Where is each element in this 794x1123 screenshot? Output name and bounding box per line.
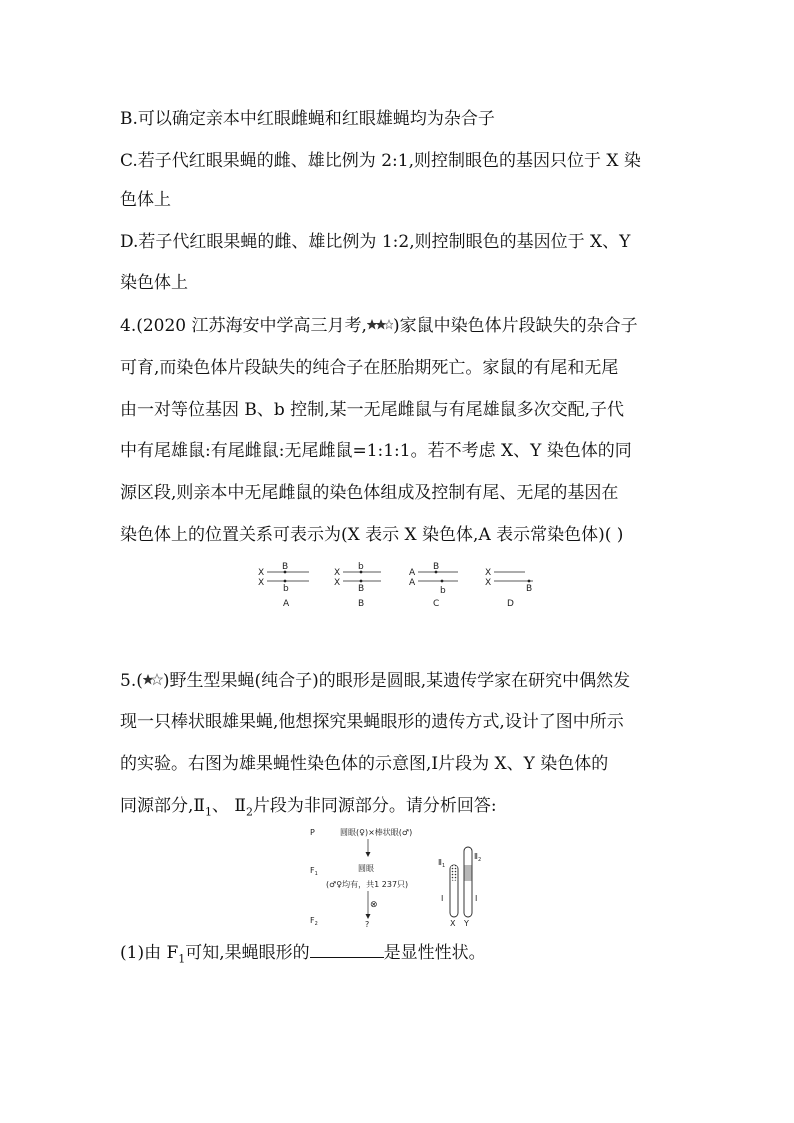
question-5-text-start: )野生型果蝇(纯合子)的眼形是圆眼,某遗传学家在研究中偶然发: [162, 671, 631, 691]
subscript: 1: [178, 952, 186, 966]
f2-result-text: ?: [365, 920, 370, 929]
option-d-gene-bottom: B: [526, 584, 533, 594]
question-4-source: 4.(2020 江苏海安中学高三月考,: [120, 316, 367, 336]
option-d-text: D.若子代红眼果蝇的雌、雄比例为 1:2,则控制眼色的基因位于 X、Y: [120, 232, 631, 252]
y-homologous-shading: [465, 865, 472, 881]
subscript: 2: [245, 805, 253, 819]
option-c-label: C: [433, 599, 440, 609]
option-b-gene-bottom: B: [358, 584, 365, 594]
question-4-line-1: [120, 315, 638, 337]
option-d-bottom-label: X: [485, 578, 492, 588]
f1-note-text: (♂♀均有，共1 237只): [326, 880, 409, 889]
question-5-line-4: [120, 795, 497, 823]
i-right-label: Ⅰ: [475, 894, 478, 903]
option-b-top-label: X: [334, 568, 341, 578]
option-d-label: D: [507, 599, 514, 609]
i-left-label: Ⅰ: [441, 894, 444, 903]
text-fragment: 同源部分,Ⅱ: [120, 796, 205, 816]
question-5-part-1: [120, 941, 486, 970]
subscript: 1: [204, 805, 212, 819]
question-5-number: 5.(: [120, 671, 143, 691]
sex-chromosome-figure: [430, 843, 492, 927]
text-fragment: 片段为非同源部分。请分析回答:: [252, 796, 497, 816]
question-4-text-start: )家鼠中染色体片段缺失的杂合子: [392, 316, 638, 336]
y-chromosome-shape: [464, 847, 472, 917]
option-b-gene-top: b: [358, 562, 364, 572]
option-a-label: A: [283, 599, 290, 609]
question-5-line-3: 的实验。右图为雄果蝇性染色体的示意图,Ⅰ片段为 X、Y 染色体的: [120, 754, 609, 774]
text-fragment: 、 Ⅱ: [211, 796, 246, 816]
option-a-top-label: X: [258, 568, 265, 578]
option-c-text-cont: 色体上: [120, 190, 171, 210]
p-cross-text: 圆眼(♀)×棒状眼(♂): [340, 828, 413, 837]
option-d-top-label: X: [485, 568, 492, 578]
option-b-diagram: [334, 562, 381, 609]
self-cross-symbol: ⊗: [370, 900, 378, 910]
option-c-gene-bottom: b: [440, 586, 446, 596]
ii2-label: $Ⅱ_2$: [474, 852, 482, 863]
option-c-text: C.若子代红眼果蝇的雌、雄比例为 2:1,则控制眼色的基因只位于 X 染: [120, 151, 641, 171]
option-a-bottom-label: X: [258, 578, 265, 588]
question-4-line-3: 由一对等位基因 B、b 控制,某一无尾雌鼠与有尾雄鼠多次交配,子代: [120, 400, 624, 420]
p-generation-label: P: [310, 828, 315, 837]
question-4-line-5: 源区段,则亲本中无尾雌鼠的染色体组成及控制有尾、无尾的基因在: [120, 483, 619, 503]
option-c-gene-top: B: [433, 562, 440, 572]
option-c-bottom-label: A: [409, 578, 416, 588]
ii1-label: $Ⅱ_1$: [438, 858, 446, 869]
difficulty-stars-icon: [367, 318, 393, 332]
y-label: Y: [464, 919, 469, 927]
f1-label: $F_1$: [310, 866, 318, 877]
question-5-line-1: [120, 670, 630, 692]
option-d-text-cont: 染色体上: [120, 273, 188, 293]
question-5-line-2: 现一只棒状眼雄果蝇,他想探究果蝇眼形的遗传方式,设计了图中所示: [120, 712, 624, 732]
text-fragment: 是显性性状。: [383, 943, 486, 963]
question-4-line-6: 染色体上的位置关系可表示为(X 表示 X 染色体,A 表示常染色体)( ): [120, 525, 624, 545]
question-4-line-4: 中有尾雄鼠:有尾雌鼠:无尾雌鼠=1:1:1。若不考虑 X、Y 染色体的同: [120, 441, 632, 461]
option-a-gene-bottom: b: [283, 584, 289, 594]
text-fragment: 可知,果蝇眼形的: [185, 943, 310, 963]
text-fragment: (1)由 F: [120, 943, 179, 963]
f2-label: $F_2$: [310, 916, 318, 927]
answer-blank[interactable]: [310, 941, 384, 958]
option-c-top-label: A: [409, 568, 416, 578]
option-b-bottom-label: X: [334, 578, 341, 588]
option-d-diagram: [485, 568, 533, 609]
x-label: X: [450, 919, 456, 927]
f1-result-text: 圆眼: [358, 864, 374, 873]
chromosome-options-figure: [255, 560, 555, 614]
option-a-gene-top: B: [282, 562, 289, 572]
option-a-diagram: [258, 562, 309, 609]
x-homologous-shading: [451, 865, 458, 881]
option-c-diagram: [409, 562, 458, 609]
difficulty-stars-icon: [143, 673, 163, 687]
option-b-text: B.可以确定亲本中红眼雌蝇和红眼雄蝇均为杂合子: [120, 109, 495, 129]
option-b-label: B: [358, 599, 365, 609]
question-4-line-2: 可育,而染色体片段缺失的纯合子在胚胎期死亡。家鼠的有尾和无尾: [120, 358, 619, 378]
